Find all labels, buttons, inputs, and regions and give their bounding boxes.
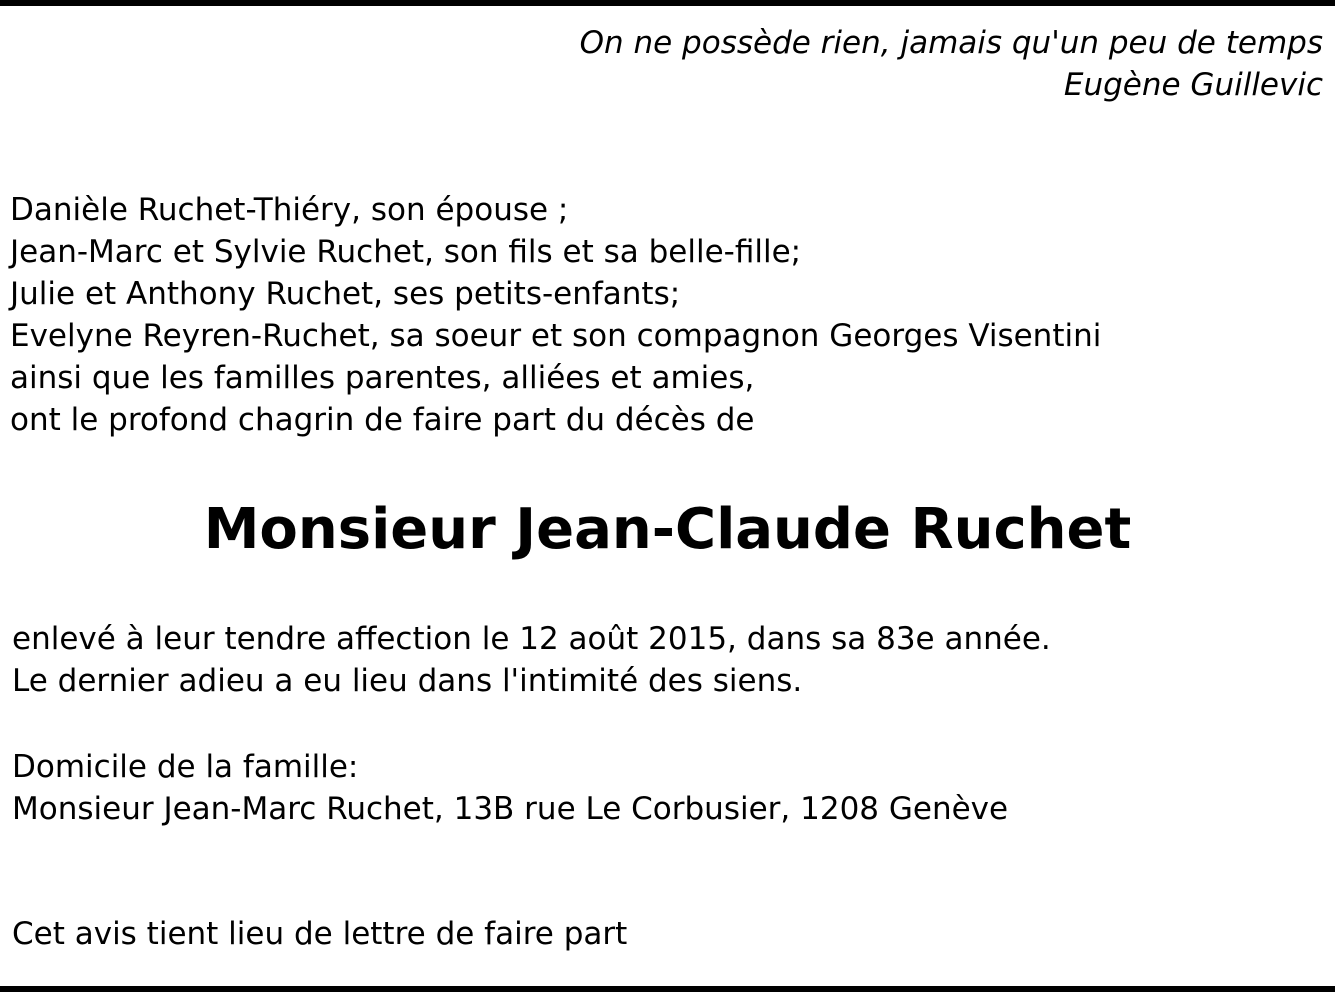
domicile-address: Monsieur Jean-Marc Ruchet, 13B rue Le Corbusier, 1208 Genève	[12, 791, 1009, 827]
family-line: ainsi que les familles parentes, alliées et amies,	[10, 360, 755, 396]
family-line: ont le profond chagrin de faire part du décès de	[10, 402, 755, 438]
epigraph	[580, 22, 1323, 106]
details-line: Le dernier adieu a eu lieu dans l'intimité des siens.	[12, 663, 803, 699]
family-line: Danièle Ruchet-Thiéry, son épouse ;	[10, 192, 569, 228]
details-line: enlevé à leur tendre affection le 12 août 2015, dans sa 83e année.	[12, 621, 1051, 657]
top-border-rule	[0, 0, 1335, 6]
closing-note: Cet avis tient lieu de lettre de faire part	[12, 916, 628, 952]
family-line: Julie et Anthony Ruchet, ses petits-enfants;	[10, 276, 681, 312]
epigraph-author: Eugène Guillevic	[1063, 67, 1323, 103]
family-line: Evelyne Reyren-Ruchet, sa soeur et son compagnon Georges Visentini	[10, 318, 1102, 354]
family-line: Jean-Marc et Sylvie Ruchet, son fils et sa belle-fille;	[10, 234, 802, 270]
bottom-border-rule	[0, 986, 1335, 992]
domicile-label: Domicile de la famille:	[12, 749, 359, 785]
deceased-name: Monsieur Jean-Claude Ruchet	[203, 497, 1132, 562]
family-domicile	[12, 746, 1008, 830]
death-details	[12, 618, 1051, 702]
family-announcement	[10, 189, 1101, 441]
epigraph-quote: On ne possède rien, jamais qu'un peu de temps	[579, 25, 1323, 61]
